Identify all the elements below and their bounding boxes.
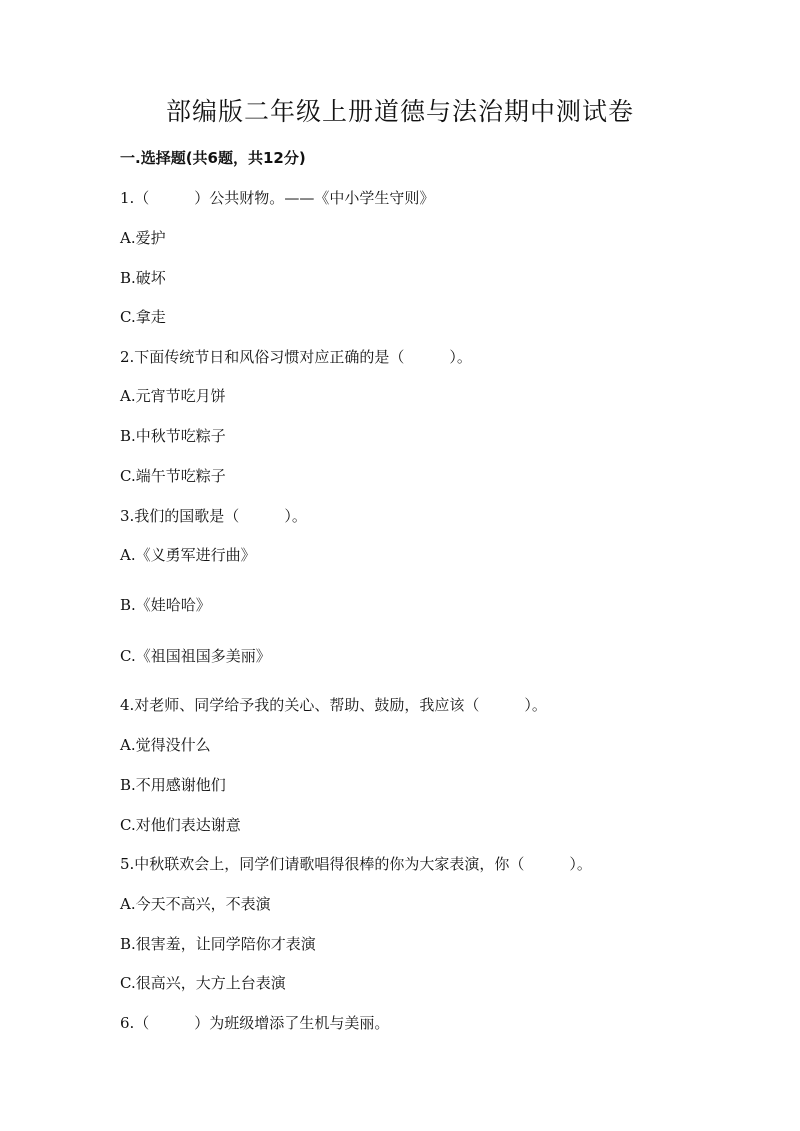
question-3-option-c: C.《祖国祖国多美丽》	[120, 647, 271, 665]
question-2-option-a: A.元宵节吃月饼	[120, 387, 226, 405]
page-title: 部编版二年级上册道德与法治期中测试卷	[165, 97, 634, 126]
section-heading: 一.选择题(共6题，共12分)	[120, 149, 306, 167]
question-3-option-a: A.《义勇军进行曲》	[120, 546, 256, 564]
question-4-option-c: C.对他们表达谢意	[120, 816, 241, 834]
question-2-option-c: C.端午节吃粽子	[120, 467, 226, 485]
question-5-stem: 5.中秋联欢会上，同学们请歌唱得很棒的你为大家表演，你（ ）。	[120, 855, 592, 873]
question-6-stem: 6.（ ）为班级增添了生机与美丽。	[120, 1014, 390, 1032]
question-2-option-b: B.中秋节吃粽子	[120, 427, 226, 445]
question-3-option-b: B.《娃哈哈》	[120, 596, 211, 614]
question-5-option-b: B.很害羞，让同学陪你才表演	[120, 935, 316, 953]
question-4-option-a: A.觉得没什么	[120, 736, 211, 754]
question-1-option-a: A.爱护	[120, 229, 166, 247]
question-2-stem: 2.下面传统节日和风俗习惯对应正确的是（ ）。	[120, 348, 472, 366]
question-5-option-c: C.很高兴，大方上台表演	[120, 974, 286, 992]
question-5-option-a: A.今天不高兴，不表演	[120, 895, 271, 913]
question-3-stem: 3.我们的国歌是（ ）。	[120, 507, 307, 525]
question-1-option-b: B.破坏	[120, 269, 166, 287]
question-1-stem: 1.（ ）公共财物。——《中小学生守则》	[120, 189, 435, 207]
question-4-stem: 4.对老师、同学给予我的关心、帮助、鼓励，我应该（ ）。	[120, 696, 547, 714]
question-4-option-b: B.不用感谢他们	[120, 776, 226, 794]
question-1-option-c: C.拿走	[120, 308, 166, 326]
